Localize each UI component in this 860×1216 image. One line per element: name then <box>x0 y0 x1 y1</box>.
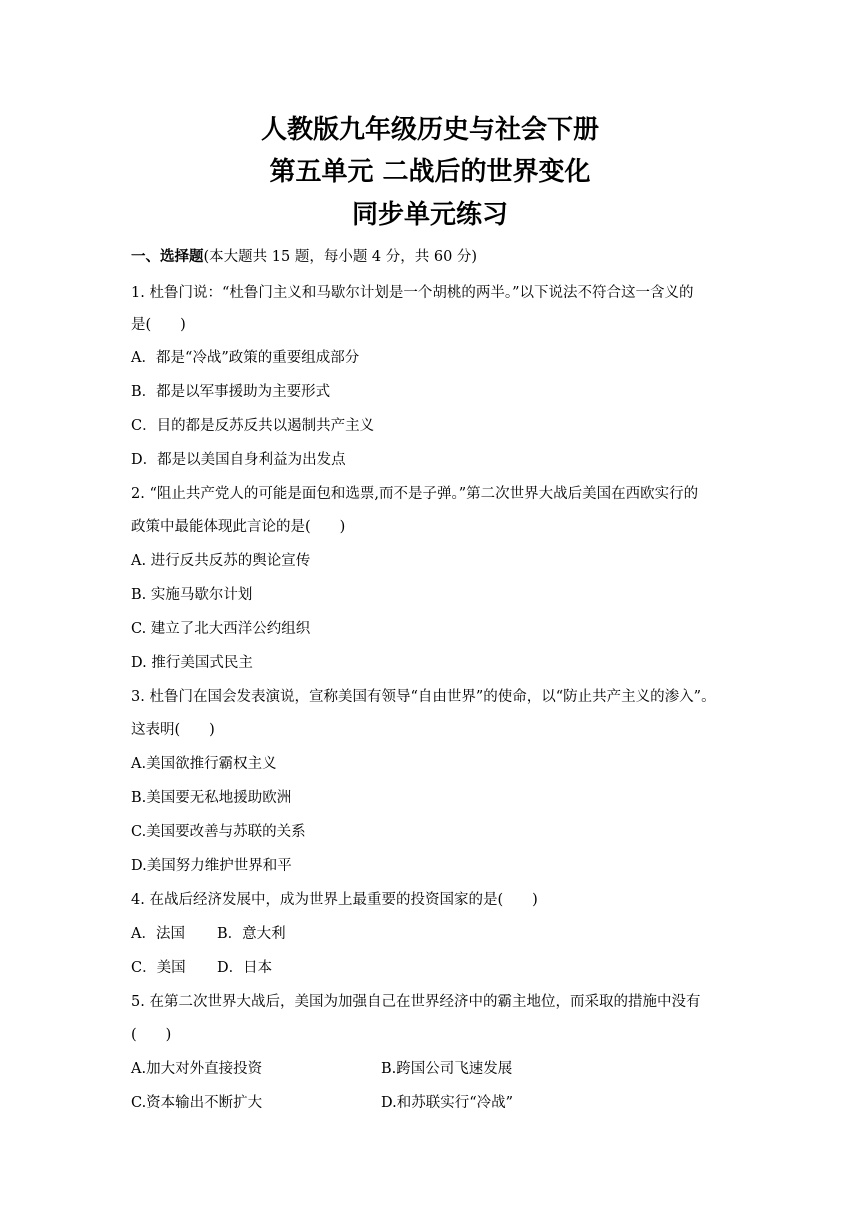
section-heading: 一、选择题 <box>131 249 204 265</box>
option: A．都是“冷战”政策的重要组成部分 <box>131 350 360 366</box>
question-stem-line: ( ) <box>131 1027 172 1043</box>
option: B. 实施马歇尔计划 <box>131 587 253 603</box>
option-row <box>131 1093 731 1113</box>
option: C.美国要改善与苏联的关系 <box>131 824 306 840</box>
option: C.资本输出不断扩大 <box>131 1095 263 1111</box>
option: A.美国欲推行霸权主义 <box>131 756 277 772</box>
option: A．法国 <box>131 926 185 942</box>
option-row <box>131 924 731 944</box>
question-stem-line: 3. 杜鲁门在国会发表演说，宣称美国有领导“自由世界”的使命，以“防止共产主义的渗入”。 <box>131 689 716 705</box>
unit-title: 第五单元 二战后的世界变化 <box>269 157 591 187</box>
question-stem-line: 2. “阻止共产党人的可能是面包和选票,而不是子弹。”第二次世界大战后美国在西欧实行的 <box>131 486 699 502</box>
option: B．意大利 <box>217 926 286 942</box>
option: B.跨国公司飞速发展 <box>381 1061 513 1077</box>
option: D.和苏联实行“冷战” <box>381 1095 514 1111</box>
question-stem-line: 1. 杜鲁门说：“杜鲁门主义和马歇尔计划是一个胡桃的两半。”以下说法不符合这一含义的 <box>131 285 694 301</box>
option: B．都是以军事援助为主要形式 <box>131 384 331 400</box>
option-row <box>131 1059 731 1079</box>
question-stem-line: 4. 在战后经济发展中，成为世界上最重要的投资国家的是( ) <box>131 892 538 908</box>
question-stem-line: 政策中最能体现此言论的是( ) <box>131 519 346 535</box>
option: D．都是以美国自身利益为出发点 <box>131 452 346 468</box>
option: D．日本 <box>217 960 273 976</box>
option: A.加大对外直接投资 <box>131 1061 263 1077</box>
option: C．目的都是反苏反共以遏制共产主义 <box>131 418 375 434</box>
option: B.美国要无私地援助欧洲 <box>131 790 292 806</box>
exercise-title: 同步单元练习 <box>351 200 508 230</box>
option: A. 进行反共反苏的舆论宣传 <box>131 553 311 569</box>
option: D.美国努力维护世界和平 <box>131 858 292 874</box>
option: D. 推行美国式民主 <box>131 655 253 671</box>
option: C．美国 <box>131 960 186 976</box>
question-stem-line: 这表明( ) <box>131 722 215 738</box>
document-title: 人教版九年级历史与社会下册 <box>260 115 599 145</box>
section-header <box>131 247 731 267</box>
question-stem-line: 5. 在第二次世界大战后，美国为加强自己在世界经济中的霸主地位，而采取的措施中没有 <box>131 994 701 1010</box>
option: C. 建立了北大西洋公约组织 <box>131 621 311 637</box>
option-row <box>131 958 731 978</box>
question-stem-line: 是( ) <box>131 317 186 333</box>
section-note: (本大题共 15 题，每小题 4 分，共 60 分) <box>203 249 478 265</box>
